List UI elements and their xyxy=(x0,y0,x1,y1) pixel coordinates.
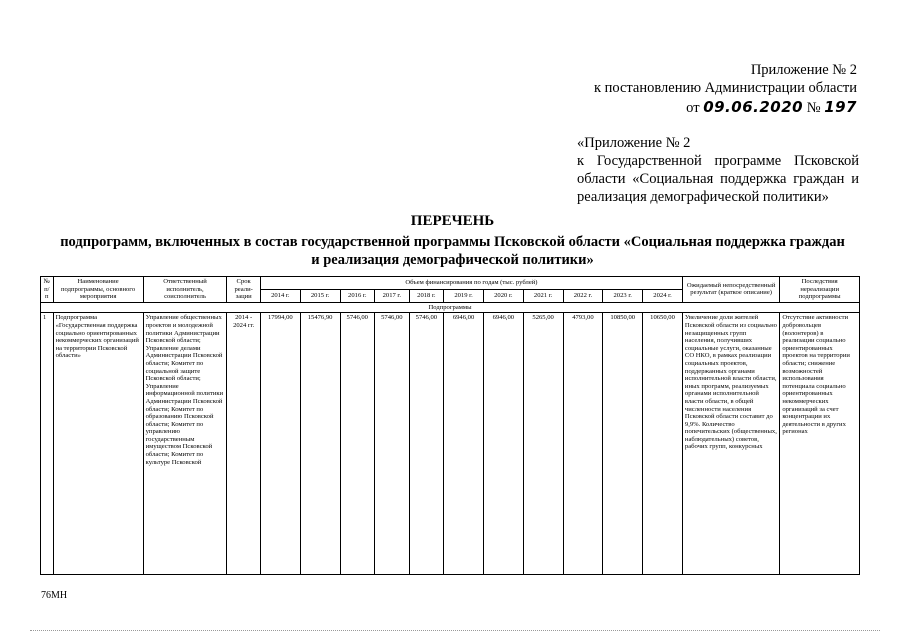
row-funding-value: 15476,90 xyxy=(300,313,340,575)
row-funding-value: 5746,00 xyxy=(409,313,444,575)
row-funding-value: 4793,00 xyxy=(563,313,603,575)
row-funding-value: 10850,00 xyxy=(603,313,643,575)
year-header: 2022 г. xyxy=(563,289,603,302)
row-term: 2014 - 2024 гг. xyxy=(227,313,261,575)
row-executor: Управление общественных проектов и молодежной политики Администрации Псковской области; Управление делами Администрации Псковской области; Комитет по социальной защите Псковской области; Управление информационной политики Администрации Псковской области; Комитет по образованию Псковской области; Комитет по управлению государственным имуществом Псковской области; Комитет по культуре Псковской xyxy=(143,313,227,575)
table-header-row xyxy=(41,277,860,290)
year-header: 2018 г. xyxy=(409,289,444,302)
year-header: 2015 г. xyxy=(300,289,340,302)
col-consequence-header: Последствия нереализации подпрограммы xyxy=(780,277,860,303)
appendix-title: Приложение № 2 xyxy=(750,62,857,78)
section-row xyxy=(41,302,860,313)
col-executor-header: Ответственный исполнитель, соисполнитель xyxy=(143,277,227,303)
date-prefix: от xyxy=(686,100,700,116)
row-funding-value: 6946,00 xyxy=(483,313,523,575)
quoted-appendix-block xyxy=(577,134,859,206)
year-header: 2020 г. xyxy=(483,289,523,302)
appendix-decree-line: к постановлению Администрации области xyxy=(593,80,857,96)
row-funding-value: 17994,00 xyxy=(260,313,300,575)
year-header: 2021 г. xyxy=(523,289,563,302)
document-subtitle: подпрограмм, включенных в состав государственной программы Псковской области «Социальная поддержка граждан и реализация демографической политики» xyxy=(60,234,845,268)
table-row xyxy=(41,313,860,575)
year-header: 2024 г. xyxy=(643,289,683,302)
year-header: 2016 г. xyxy=(340,289,375,302)
col-name-header: Наименование подпрограммы, основного мероприятия xyxy=(53,277,143,303)
handwritten-number: 197 xyxy=(824,98,857,116)
col-number-header: № п/п xyxy=(41,277,54,303)
number-sign: № xyxy=(806,100,821,116)
row-funding-value: 5746,00 xyxy=(340,313,375,575)
document-title: ПЕРЕЧЕНЬ xyxy=(410,213,495,229)
section-label: Подпрограммы xyxy=(41,302,860,313)
scan-edge-divider xyxy=(30,630,880,632)
footer-code: 76МН xyxy=(41,590,68,601)
row-funding-value: 6946,00 xyxy=(444,313,484,575)
col-result-header: Ожидаемый непосредственный результат (краткое описание) xyxy=(682,277,779,303)
row-funding-value: 5746,00 xyxy=(375,313,410,575)
quoted-appendix-title: «Приложение № 2 xyxy=(577,135,691,151)
year-header: 2014 г. xyxy=(260,289,300,302)
handwritten-date: 09.06.2020 xyxy=(703,98,804,116)
year-header: 2023 г. xyxy=(603,289,643,302)
row-consequence: Отсутствие активности добровольцев (волонтеров) в реализации социально ориентированных проектов на территории области; снижение возможностей использования потенциала социально ориентированных некоммерческих организаций за счет концентрации их деятельности в других регионах xyxy=(780,313,860,575)
col-term-header: Срок реали-зации xyxy=(227,277,261,303)
row-number: 1 xyxy=(41,313,54,575)
year-header: 2017 г. xyxy=(375,289,410,302)
row-result: Увеличение доли жителей Псковской области из социально незащищенных групп населения, получивших социальные услуги, оказанные СО НКО, в рамках реализации социальных проектов, поддержанных органами исполнительной власти области, иных программ, реализуемых органами исполнительной власти области, в общей численности населения Псковской области составит до 9,9%. Количество попечительских (общественных, наблюдательных) советов, рабочих групп, конкурсных xyxy=(682,313,779,575)
quoted-appendix-text: к Государственной программе Псковской области «Социальная поддержка граждан и реализация демографической политики» xyxy=(577,153,859,205)
appendix-date-line xyxy=(686,99,857,117)
col-funding-header: Объем финансирования по годам (тыс. рублей) xyxy=(260,277,682,290)
subprograms-table xyxy=(40,276,860,575)
row-funding-value: 10650,00 xyxy=(643,313,683,575)
row-name: Подпрограмма «Государственная поддержка социально ориентированных некоммерческих организаций на территории Псковской области» xyxy=(53,313,143,575)
year-header: 2019 г. xyxy=(444,289,484,302)
row-funding-value: 5265,00 xyxy=(523,313,563,575)
